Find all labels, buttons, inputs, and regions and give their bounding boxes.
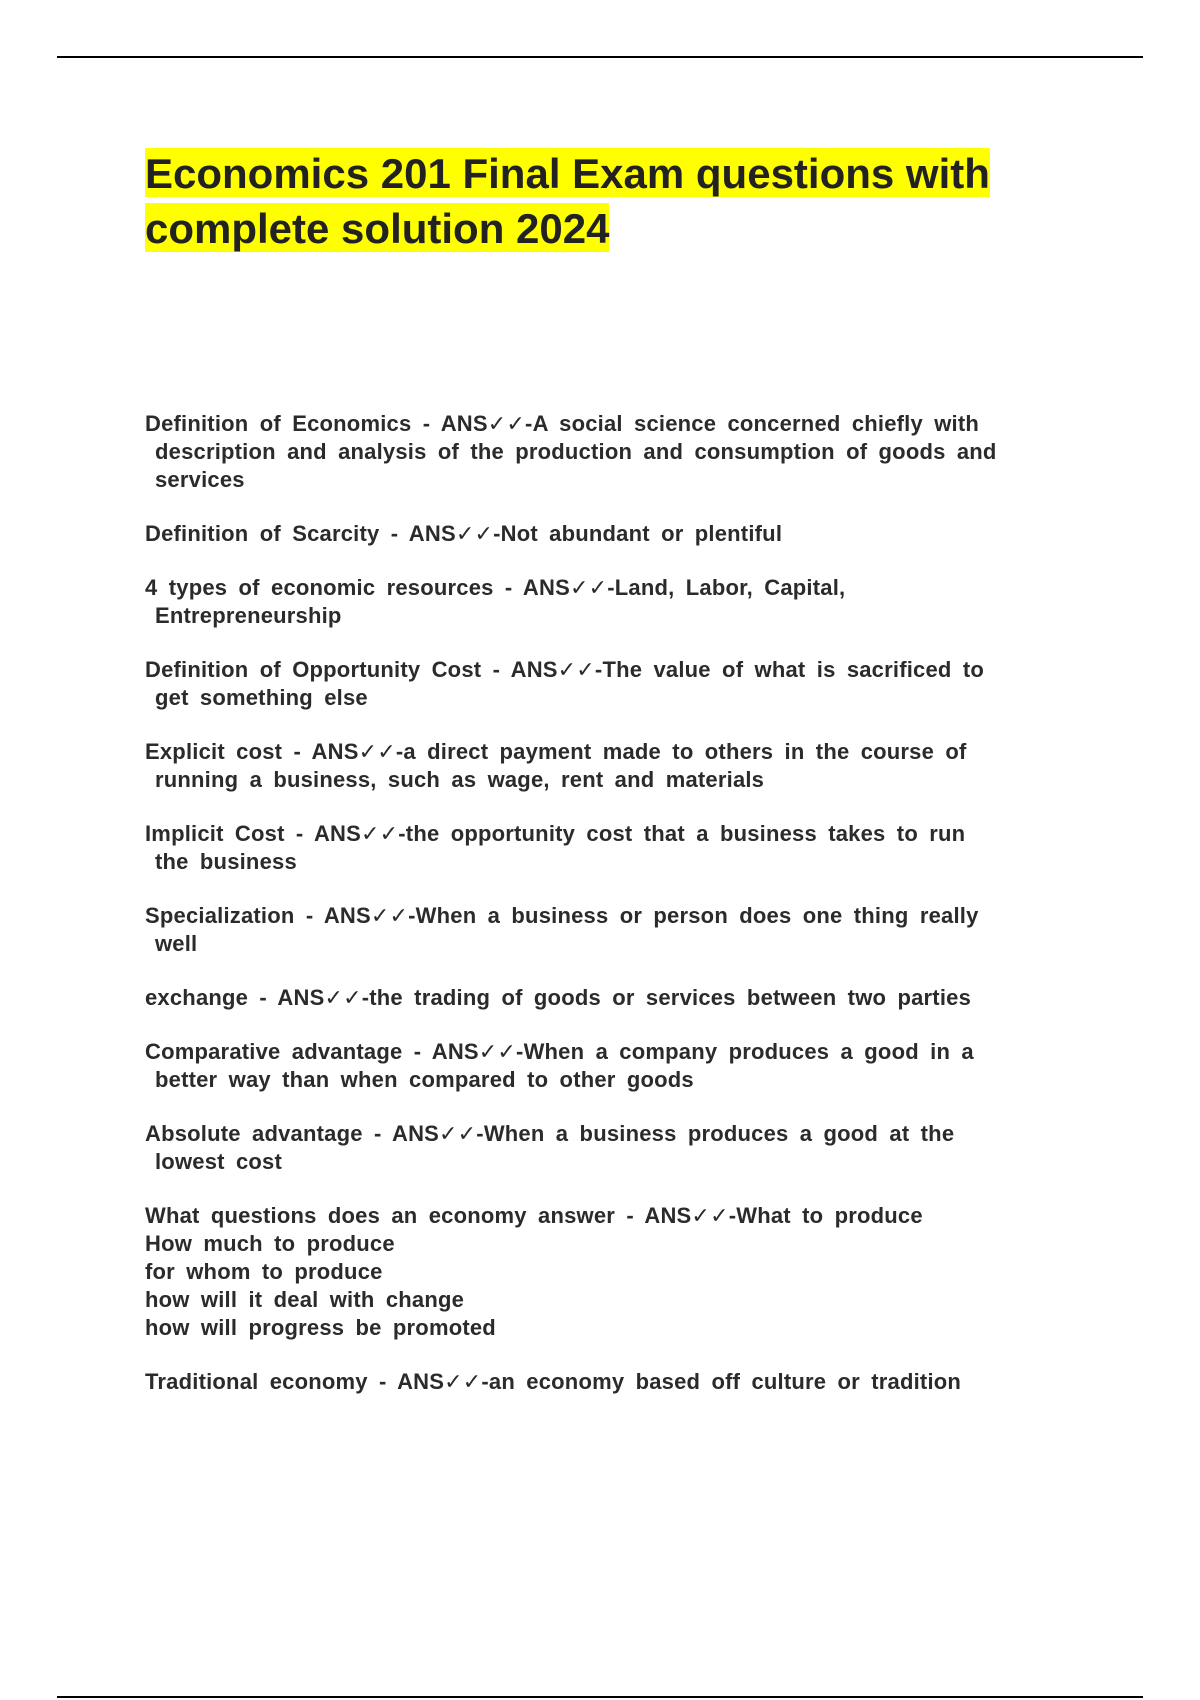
qa-entry-line: how will progress be promoted (145, 1315, 496, 1340)
qa-entry-line: Implicit Cost - ANS✓✓-the opportunity cost that a business takes to run (145, 821, 966, 846)
qa-entry-line: Traditional economy - ANS✓✓-an economy based off culture or tradition (145, 1369, 962, 1394)
qa-entry-line: Definition of Scarcity - ANS✓✓-Not abundant or plentiful (145, 521, 783, 546)
qa-entry-line: 4 types of economic resources - ANS✓✓-Land, Labor, Capital, (145, 575, 846, 600)
title-highlight-line-2: complete solution 2024 (145, 205, 610, 252)
qa-entry (145, 574, 1075, 630)
qa-entry-line: description and analysis of the production and consumption of goods and (155, 439, 997, 464)
qa-entry (145, 656, 1075, 712)
qa-entry-line: Absolute advantage - ANS✓✓-When a business produces a good at the (145, 1121, 955, 1146)
qa-entry-line: exchange - ANS✓✓-the trading of goods or services between two parties (145, 985, 972, 1010)
qa-entry (145, 738, 1075, 794)
qa-entry (145, 984, 1075, 1012)
qa-entry (145, 1120, 1075, 1176)
qa-entry-line: Definition of Economics - ANS✓✓-A social science concerned chiefly with (145, 411, 980, 436)
qa-entry-line: Entrepreneurship (155, 603, 342, 628)
qa-entry-line: running a business, such as wage, rent and materials (155, 767, 765, 792)
qa-entry (145, 410, 1075, 494)
qa-entry-line: Specialization - ANS✓✓-When a business or person does one thing really (145, 903, 979, 928)
qa-entry-line: lowest cost (155, 1149, 283, 1174)
qa-entry-line: Definition of Opportunity Cost - ANS✓✓-The value of what is sacrificed to (145, 657, 985, 682)
qa-entry (145, 1038, 1075, 1094)
qa-entry-line: the business (155, 849, 297, 874)
qa-entry-line: services (155, 467, 245, 492)
title-highlight-line-1: Economics 201 Final Exam questions with (145, 150, 990, 197)
qa-entry (145, 1368, 1075, 1396)
qa-entry-line: better way than when compared to other goods (155, 1067, 694, 1092)
qa-entry-line: Comparative advantage - ANS✓✓-When a company produces a good in a (145, 1039, 974, 1064)
qa-entry-line: How much to produce (145, 1231, 395, 1256)
qa-entry-line: What questions does an economy answer - ANS✓✓-What to produce (145, 1203, 923, 1228)
qa-entry-line: get something else (155, 685, 368, 710)
qa-entry (145, 520, 1075, 548)
qa-entry (145, 820, 1075, 876)
qa-entry-list (145, 410, 1075, 1422)
qa-entry (145, 902, 1075, 958)
document-title (145, 146, 1085, 256)
qa-entry-line: how will it deal with change (145, 1287, 465, 1312)
bottom-rule (57, 1696, 1143, 1698)
qa-entry-line: for whom to produce (145, 1259, 383, 1284)
qa-entry-line: Explicit cost - ANS✓✓-a direct payment made to others in the course of (145, 739, 967, 764)
qa-entry (145, 1202, 1075, 1342)
top-rule (57, 56, 1143, 58)
qa-entry-line: well (155, 931, 198, 956)
